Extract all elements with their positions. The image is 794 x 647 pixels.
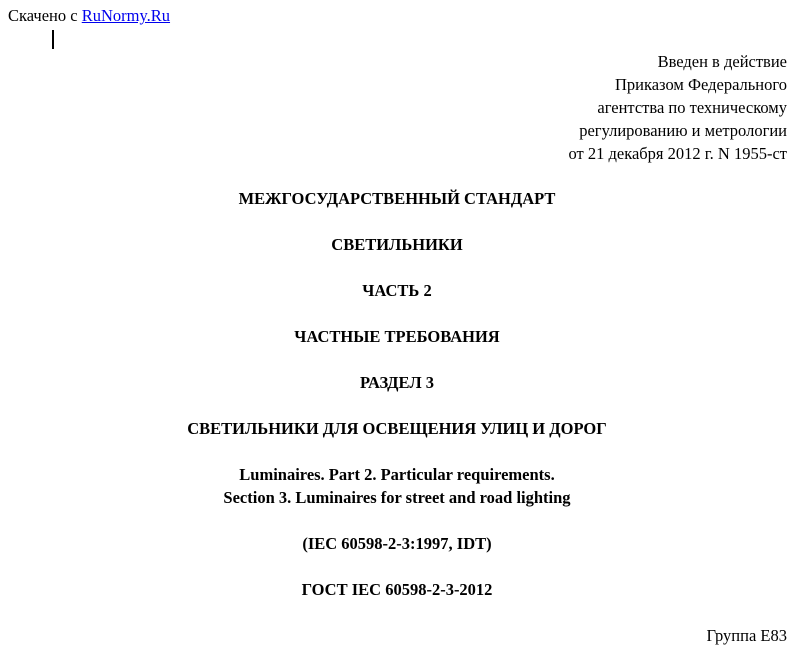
document-title: СВЕТИЛЬНИКИ — [331, 235, 463, 254]
source-link[interactable]: RuNormy.Ru — [81, 6, 171, 25]
source-prefix: Скачено с — [8, 6, 78, 25]
group-label: Группа Е83 — [706, 626, 787, 645]
approval-line: Приказом Федерального — [614, 75, 787, 94]
section-heading: РАЗДЕЛ 3 — [360, 373, 434, 392]
part-heading: ЧАСТЬ 2 — [362, 281, 432, 300]
iec-reference: (IEC 60598-2-3:1997, IDT) — [302, 534, 492, 553]
text-cursor — [52, 30, 54, 49]
source-line — [8, 6, 170, 26]
section-title-heading: СВЕТИЛЬНИКИ ДЛЯ ОСВЕЩЕНИЯ УЛИЦ И ДОРОГ — [187, 419, 607, 438]
approval-line: регулированию и метрологии — [579, 121, 787, 140]
approval-line: Введен в действие — [657, 52, 787, 71]
gost-number: ГОСТ IEC 60598-2-3-2012 — [301, 580, 493, 599]
english-title-line-1: Luminaires. Part 2. Particular requirements. — [239, 465, 555, 484]
english-title-line-2: Section 3. Luminaires for street and road lighting — [223, 488, 571, 507]
approval-line: от 21 декабря 2012 г. N 1955-ст — [568, 144, 787, 163]
approval-block — [568, 50, 787, 165]
part-title-heading: ЧАСТНЫЕ ТРЕБОВАНИЯ — [294, 327, 500, 346]
approval-line: агентства по техническому — [597, 98, 787, 117]
standard-type-heading: МЕЖГОСУДАРСТВЕННЫЙ СТАНДАРТ — [238, 189, 556, 208]
